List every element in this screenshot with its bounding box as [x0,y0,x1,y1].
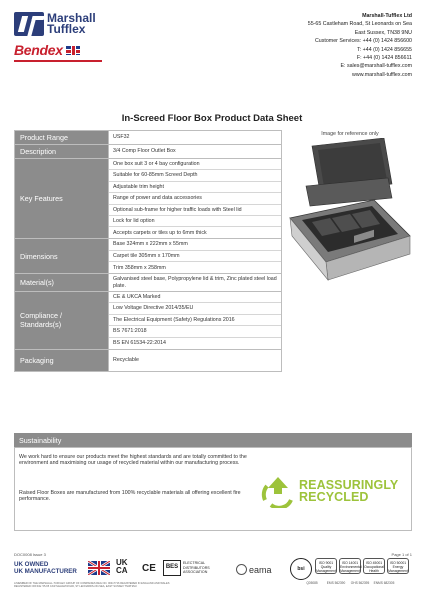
row-value: CE & UKCA Marked Low Voltage Directive 2014/35/EU The Electrical Equipment (Safety) Regulations 2016 BS 7671:2018 BS EN 61534-22:2014 [109,292,282,350]
fax: F: +44 (0) 1424 856611 [356,55,412,62]
bes-logo: BES ELECTRICAL DISTRIBUTORS ASSOCIATION [163,560,210,576]
table-row [15,239,282,274]
table-row [15,145,282,159]
image-caption: Image for reference only [321,131,379,137]
union-jack-icon [88,561,110,575]
row-value: One box suit 3 or 4 bay configuration Suitable for 60-85mm Screed Depth Adjustable trim height Range of power and data accessories Optional sub-frame for higher traffic loads with Steel lid Lock for lid option Accepts carpets or tiles up to 6mm thick [109,159,282,239]
sustainability-box [14,447,412,531]
row-value: Base 324mm x 222mm x 55mm Carpet tile 305mm x 170mm Trim 358mm x 258mm [109,239,282,274]
row-label: Key Features [15,159,109,239]
bendex-word: Bendex [14,42,63,58]
address-line: East Sussex, TN38 9NU [354,29,412,36]
page-title: In-Screed Floor Box Product Data Sheet [121,113,303,124]
address-line: 55-65 Castleham Road, St Leonards on Sea [307,21,412,28]
ukca-mark: UK CA [116,558,128,575]
row-label: Description [15,145,109,159]
iso-cert-badge: ISO 45001 Occupational Health [363,558,385,574]
customer-services: Customer Services: +44 (0) 1424 856600 [314,38,412,45]
row-label: Material(s) [15,274,109,292]
union-flag-icon [66,46,80,55]
logo-line1: Marshall [47,11,96,25]
row-label: Compliance / Standards(s) [15,292,109,350]
fine-print: A MEMBER OF THE MARSHALL-TUFFLEX GROUP OF COMPANIES REG NO. 00417716 REGISTERED IN ENGLAND AND WALES REGISTERED OFFICE: 55-65 CASTLEHAM ROAD, ST LEONARDS-ON-SEA, EAST SUSSEX TN38 9NU [14,582,170,589]
iso-cert-badge: ISO 9001 Quality Management [315,558,337,574]
bendex-logo [14,42,114,58]
table-row [15,274,282,292]
company-name: Marshall-Tufflex Ltd [362,13,412,19]
table-row [15,292,282,350]
row-value: Galvanised steel base, Polypropylene lid & trim, Zinc plated steel load plate. [109,274,282,292]
row-label: Product Range [15,131,109,145]
row-value: 3/4 Comp Floor Outlet Box [109,145,282,159]
sustainability-heading: Sustainability [14,433,412,447]
page-number: Page 1 of 1 [391,552,412,557]
bendex-underline [14,60,102,62]
company-address [308,12,412,79]
mt-logo-icon [14,12,44,36]
marshall-tufflex-logo [14,12,114,36]
badge-line1: REASSURINGLY [299,478,399,492]
ce-mark: CE [142,563,156,574]
logo-block [14,12,114,62]
table-row [15,159,282,239]
uk-owned-label: UK OWNED UK MANUFACTURER [14,561,77,576]
spec-table [14,130,282,372]
row-value: USF32 [109,131,282,145]
bes-mark: BES [163,560,181,576]
iso-cert-badge: ISO 50001 Energy Management [387,558,409,574]
row-value: Recyclable [109,349,282,371]
telephone: T: +44 (0) 1424 856655 [357,46,412,53]
recycled-badge [261,474,398,508]
eama-logo: eama [236,564,272,575]
certification-logos [290,558,411,580]
logo-line2: Tufflex [47,22,86,36]
cert-codes: Q05085 EMS 562390 OHS 562395 ENMS 682305 [306,581,395,585]
table-row [15,131,282,145]
badge-line2: RECYCLED [299,490,369,504]
row-label: Packaging [15,349,109,371]
doc-reference: DOC0008 Issue 3 [14,552,46,557]
email-link[interactable]: E: sales@marshall-tufflex.com [340,63,412,70]
iso-cert-badge: ISO 14001 Environmental Management [339,558,361,574]
bsi-logo: bsi [290,558,312,580]
sustainability-paragraph: Raised Floor Boxes are manufactured from 100% recyclable materials all offering excellent fire performance. [19,490,241,503]
website-link[interactable]: www.marshall-tufflex.com [352,71,412,78]
sustainability-paragraph: We work hard to ensure our products meet the highest standards and are totally committed to the environment and maximising our usage of recycled material within our manufacturing process. [19,454,247,467]
eama-icon [236,564,247,575]
floor-box-product-image [288,138,412,308]
row-label: Dimensions [15,239,109,274]
recycle-icon [261,474,295,508]
table-row [15,349,282,371]
